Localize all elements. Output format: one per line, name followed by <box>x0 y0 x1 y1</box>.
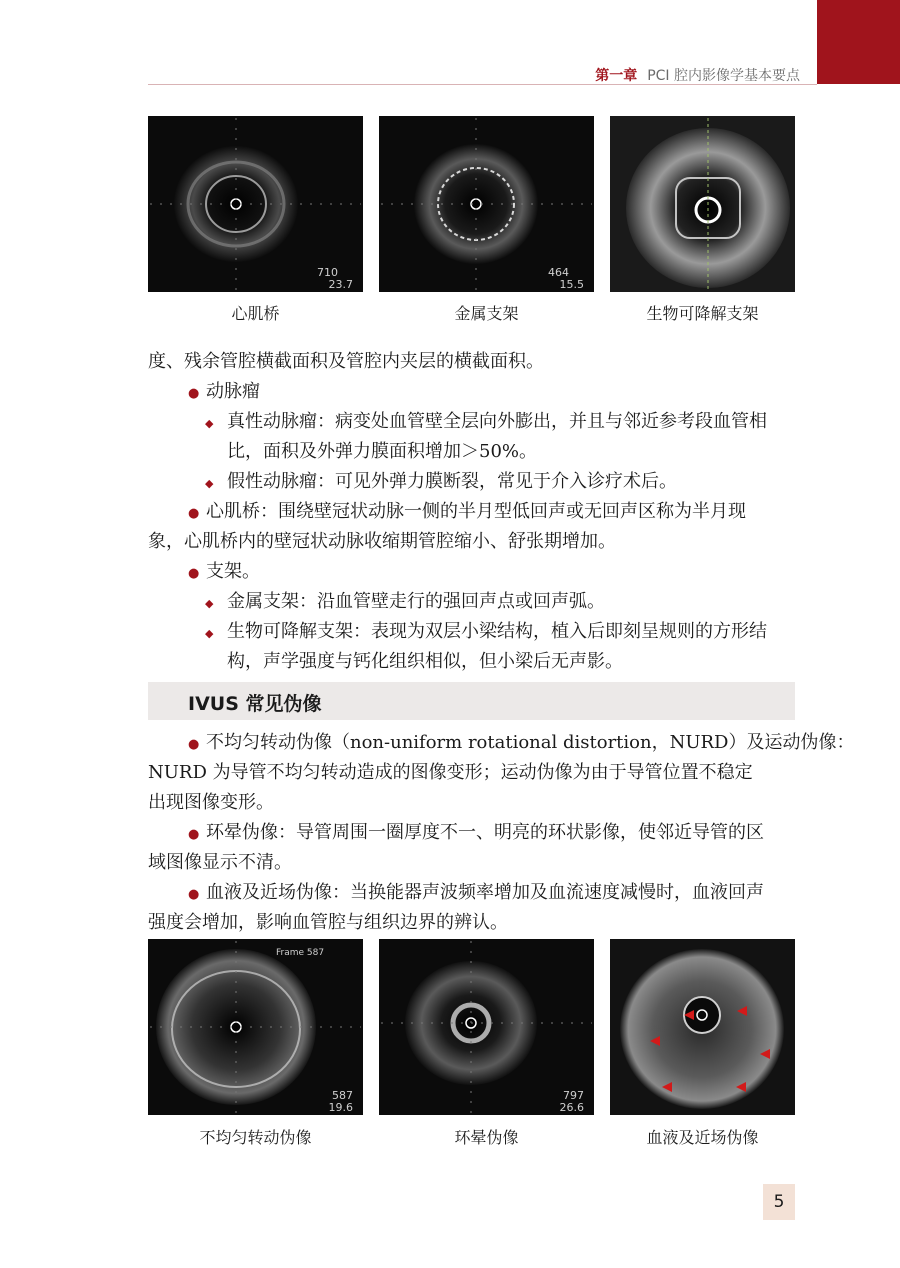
page-number: 5 <box>763 1184 795 1220</box>
sub-bullet-item <box>205 466 677 499</box>
running-head <box>595 65 800 85</box>
sub-bullet-item <box>205 586 605 619</box>
overlay-length: 19.6 <box>328 1101 353 1114</box>
bullet-icon: ● <box>188 386 200 401</box>
chapter-title: PCI 腔内影像学基本要点 <box>647 68 800 84</box>
frame-label: Frame 587 <box>276 948 325 958</box>
overlay-frame: 587 <box>332 1089 353 1102</box>
bullet-text: 金属支架：沿血管壁走行的强回声点或回声弧。 <box>227 591 605 612</box>
bullet-text: 真性动脉瘤：病变处血管壁全层向外膨出，并且与邻近参考段血管相 <box>227 411 767 432</box>
figure-caption: 金属支架 <box>454 304 519 323</box>
bullet-text: 血液及近场伪像：当换能器声波频率增加及血流速度减慢时，血液回声 <box>206 882 764 903</box>
body-line: 构，声学强度与钙化组织相似，但小梁后无声影。 <box>227 651 623 672</box>
ivus-image-myocardial-bridge <box>148 116 363 292</box>
bullet-icon: ● <box>188 737 200 752</box>
bullet-text: 不均匀转动伪像（non-uniform rotational distortion，NURD）及运动伪像： <box>206 732 855 753</box>
overlay-length: 23.7 <box>328 278 353 291</box>
body-line: NURD 为导管不均匀转动造成的图像变形；运动伪像为由于导管位置不稳定 <box>148 762 753 783</box>
body-line: 出现图像变形。 <box>148 792 274 813</box>
section-title: IVUS 常见伪像 <box>188 693 322 715</box>
bullet-item <box>188 817 764 850</box>
bullet-item <box>188 877 764 910</box>
bullet-item <box>188 556 260 589</box>
ivus-image-nurd-artifact <box>148 939 363 1115</box>
figure-caption: 不均匀转动伪像 <box>199 1128 312 1147</box>
body-line: 象，心肌桥内的壁冠状动脉收缩期管腔缩小、舒张期增加。 <box>148 531 616 552</box>
diamond-bullet-icon: ◆ <box>205 417 214 430</box>
overlay-length: 26.6 <box>559 1101 584 1114</box>
body-line: 比，面积及外弹力膜面积增加＞50%。 <box>227 441 538 462</box>
body-line: 度、残余管腔横截面积及管腔内夹层的横截面积。 <box>148 351 544 372</box>
figure-caption: 心肌桥 <box>231 304 280 323</box>
overlay-frame: 464 <box>548 266 569 279</box>
bullet-text: 动脉瘤 <box>206 381 260 402</box>
ivus-image-blood-near-field-artifact <box>610 939 795 1115</box>
figure-caption: 生物可降解支架 <box>646 304 759 323</box>
ivus-image-bioresorbable-scaffold <box>610 116 795 292</box>
overlay-frame: 710 <box>317 266 338 279</box>
overlay-frame: 797 <box>563 1089 584 1102</box>
overlay-length: 15.5 <box>559 278 584 291</box>
body-line: 域图像显示不清。 <box>148 852 292 873</box>
bullet-item <box>188 376 260 409</box>
bullet-text: 环晕伪像：导管周围一圈厚度不一、明亮的环状影像，使邻近导管的区 <box>206 822 764 843</box>
body-line: 强度会增加，影响血管腔与组织边界的辨认。 <box>148 912 508 933</box>
bullet-text: 支架。 <box>206 561 260 582</box>
ivus-image-metal-stent <box>379 116 594 292</box>
bullet-item <box>188 727 855 760</box>
diamond-bullet-icon: ◆ <box>205 627 214 640</box>
figure-caption: 血液及近场伪像 <box>646 1128 759 1147</box>
bullet-text: 心肌桥：围绕壁冠状动脉一侧的半月型低回声或无回声区称为半月现 <box>206 501 746 522</box>
sub-bullet-item <box>205 406 767 439</box>
bullet-icon: ● <box>188 827 200 842</box>
chapter-label: 第一章 <box>595 68 638 84</box>
diamond-bullet-icon: ◆ <box>205 477 214 490</box>
sub-bullet-item <box>205 616 767 649</box>
ivus-image-ring-down-artifact <box>379 939 594 1115</box>
figure-caption: 环晕伪像 <box>454 1128 519 1147</box>
bullet-text: 生物可降解支架：表现为双层小梁结构，植入后即刻呈规则的方形结 <box>227 621 767 642</box>
bullet-item <box>188 496 746 529</box>
diamond-bullet-icon: ◆ <box>205 597 214 610</box>
chapter-corner-tab <box>817 0 900 84</box>
bullet-text: 假性动脉瘤：可见外弹力膜断裂，常见于介入诊疗术后。 <box>227 471 677 492</box>
header-rule <box>148 84 817 85</box>
bullet-icon: ● <box>188 887 200 902</box>
bullet-icon: ● <box>188 566 200 581</box>
bullet-icon: ● <box>188 506 200 521</box>
